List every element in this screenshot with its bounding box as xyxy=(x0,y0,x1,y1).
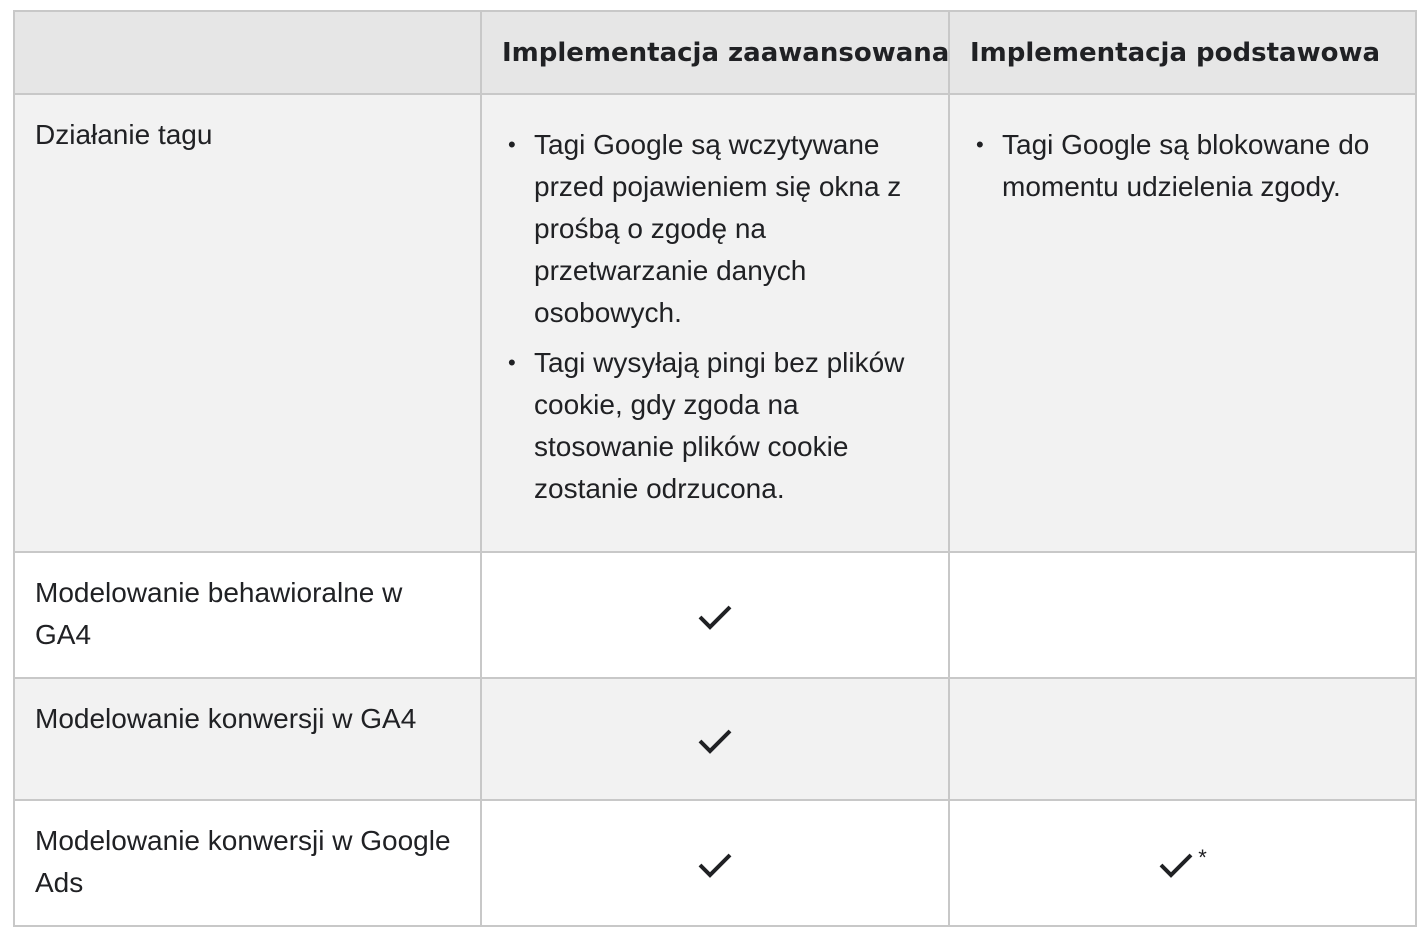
table-row xyxy=(14,552,1416,678)
basic-cell xyxy=(949,552,1416,678)
comparison-table xyxy=(13,10,1417,927)
advanced-cell xyxy=(481,94,949,552)
table-row xyxy=(14,800,1416,926)
row-label: Modelowanie konwersji w GA4 xyxy=(14,678,481,800)
advanced-cell xyxy=(481,552,949,678)
basic-cell xyxy=(949,678,1416,800)
bullet-list xyxy=(502,124,928,510)
row-label: Modelowanie behawioralne w GA4 xyxy=(14,552,481,678)
header-basic-implementation: Implementacja podstawowa xyxy=(949,11,1416,94)
comparison-table-container xyxy=(13,10,1415,927)
basic-cell xyxy=(949,94,1416,552)
list-item xyxy=(976,124,1395,208)
list-item xyxy=(508,342,928,510)
bullet-icon: • xyxy=(508,350,516,375)
row-label: Modelowanie konwersji w Google Ads xyxy=(14,800,481,926)
footnote-asterisk: * xyxy=(1198,844,1207,870)
table-row xyxy=(14,678,1416,800)
list-item-text: Tagi Google są blokowane do momentu udzielenia zgody. xyxy=(1002,129,1370,202)
bullet-icon: • xyxy=(976,132,984,157)
list-item-text: Tagi wysyłają pingi bez plików cookie, gdy zgoda na stosowanie plików cookie zostanie odrzucona. xyxy=(534,347,905,504)
row-label: Działanie tagu xyxy=(14,94,481,552)
check-icon xyxy=(1158,851,1194,879)
check-icon xyxy=(697,603,733,631)
check-icon xyxy=(697,851,733,879)
header-advanced-implementation: Implementacja zaawansowana xyxy=(481,11,949,94)
check-icon xyxy=(697,727,733,755)
bullet-list xyxy=(970,124,1395,208)
header-empty xyxy=(14,11,481,94)
table-header-row xyxy=(14,11,1416,94)
basic-cell xyxy=(949,800,1416,926)
list-item xyxy=(508,124,928,334)
advanced-cell xyxy=(481,800,949,926)
list-item-text: Tagi Google są wczytywane przed pojawieniem się okna z prośbą o zgodę na przetwarzanie danych osobowych. xyxy=(534,129,902,328)
bullet-icon: • xyxy=(508,132,516,157)
table-row xyxy=(14,94,1416,552)
advanced-cell xyxy=(481,678,949,800)
